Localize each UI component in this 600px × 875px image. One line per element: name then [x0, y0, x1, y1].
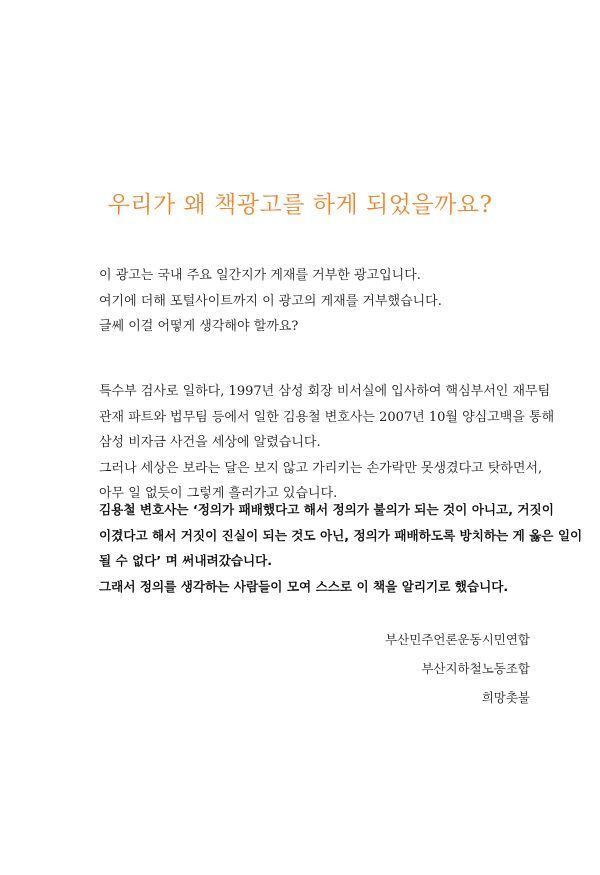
paragraph-line: 그래서 정의를 생각하는 사람들이 모여 스스로 이 책을 알리기로 했습니다. — [99, 578, 509, 594]
paragraph-line: 관재 파트와 법무팀 등에서 일한 김용철 변호사는 2007년 10월 양심고백을 통해 — [99, 409, 555, 425]
paragraph-intro — [99, 263, 519, 340]
paragraph-line: 글쎄 이걸 어떻게 생각해야 할까요? — [99, 319, 299, 334]
signature-org: 부산민주언론운동시민연합 — [385, 632, 530, 647]
paragraph-quote — [99, 497, 583, 599]
paragraph-line: 그러나 세상은 보라는 달은 보지 않고 가리키는 손가락만 못생겼다고 탓하면서, — [99, 460, 543, 476]
page-title: 우리가 왜 책광고를 하게 되었을까요? — [107, 192, 493, 218]
paragraph-line: 특수부 검사로 일하다, 1997년 삼성 회장 비서실에 입사하여 핵심부서인 재무팀 — [99, 384, 551, 399]
paragraph-line: 김용철 변호사는 ‘정의가 패배했다고 해서 정의가 불의가 되는 것이 아니고, 거짓이 — [99, 502, 554, 517]
paragraph-line: 이 광고는 국내 주요 일간지가 게재를 거부한 광고입니다. — [99, 268, 421, 283]
paragraph-line: 이겼다고 해서 거짓이 진실이 되는 것도 아닌, 정의가 패배하도록 방치하는 게 옳은 일이 — [99, 527, 583, 543]
paragraph-story — [99, 379, 555, 507]
signature-org: 희망촛불 — [481, 690, 530, 705]
signature-org: 부산지하철노동조합 — [421, 661, 530, 676]
paragraph-line: 여기에 더해 포털사이트까지 이 광고의 게재를 거부했습니다. — [99, 293, 442, 309]
signature-block — [385, 625, 530, 712]
paragraph-line: 아무 일 없듯이 그렇게 흘러가고 있습니다. — [99, 486, 338, 501]
paragraph-line: 삼성 비자금 사건을 세상에 알렸습니다. — [99, 435, 321, 450]
paragraph-line: 될 수 없다’ 며 써내려갔습니다. — [99, 553, 273, 568]
